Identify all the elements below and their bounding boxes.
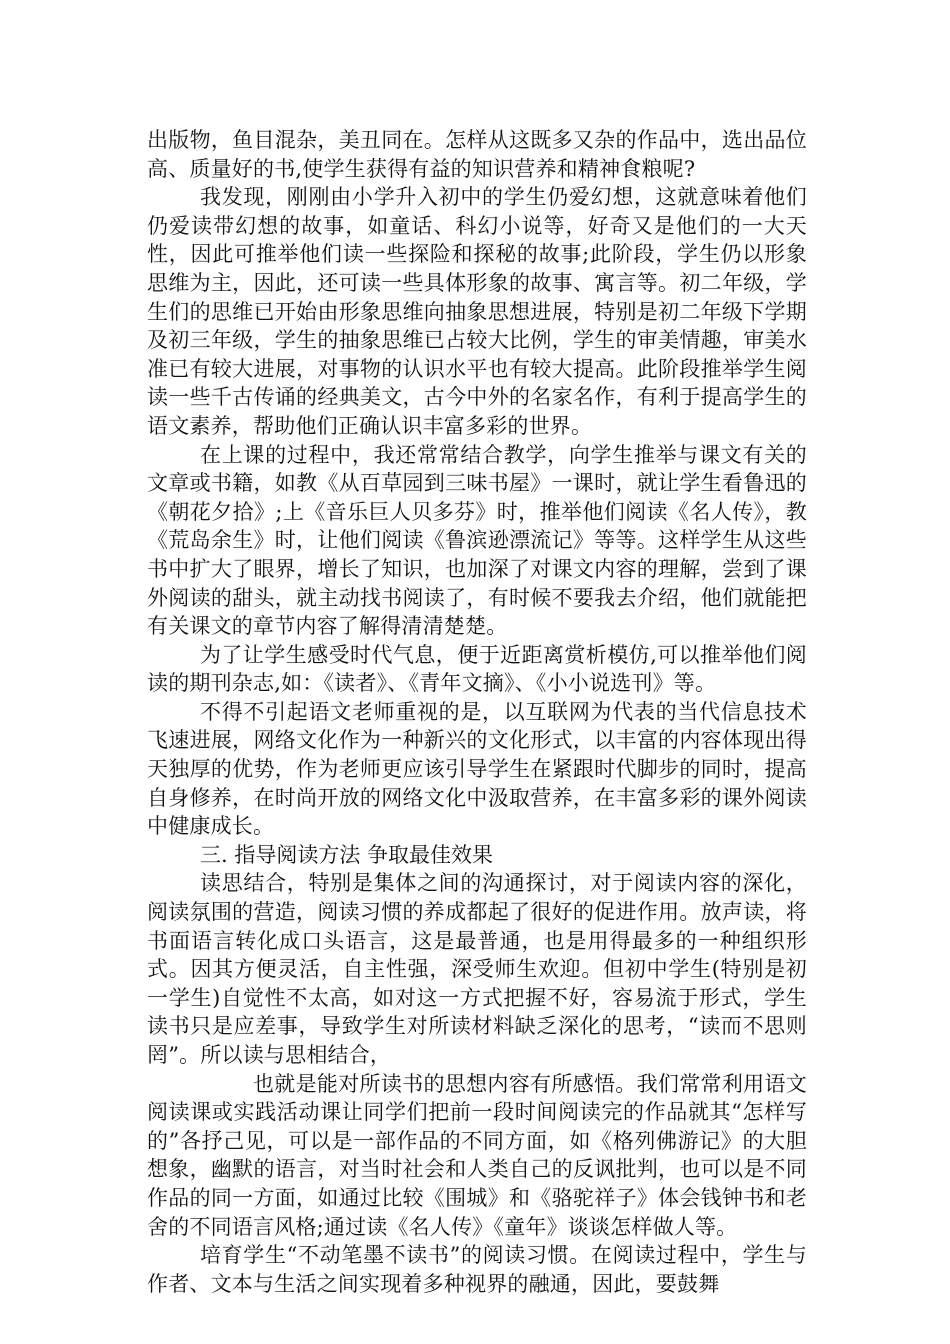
paragraph-intro: 出版物，鱼目混杂，美丑同在。怎样从这既多又杂的作品中，选出品位高、质量好的书,使学生获得有益的知识营养和精神食粮呢? [147,128,807,181]
section-heading-reading-method: 三. 指导阅读方法 争取最佳效果 [200,842,494,867]
document-body [147,126,807,1298]
paragraph-classroom-recommendation: 在上课的过程中，我还常常结合教学，向学生推举与课文有关的文章或书籍，如教《从百草园到三味书屋》一课时，就让学生看鲁迅的《朝花夕拾》;上《音乐巨人贝多芬》时，推举他们阅读《名人传》，教《荒岛余生》时，让他们阅读《鲁滨逊漂流记》等等。这样学生从这些书中扩大了眼界，增长了知识，也加深了对课文内容的理解，尝到了课外阅读的甜头，就主动找书阅读了，有时候不要我去介绍，他们就能把有关课文的章节内容了解得清清楚楚。 [147,442,807,639]
paragraph-reflection: 也就是能对所读书的思想内容有所感悟。我们常常利用语文阅读课或实践活动课让同学们把前一段时间阅读完的作品就其“怎样写的”各抒己见，可以是一部作品的不同方面，如《格列佛游记》的大胆想象，幽默的语言，对当时社会和人类自己的反讽批判，也可以是不同作品的同一方面，如通过比较《围城》和《骆驼祥子》体会钱钟书和老舍的不同语言风格;通过读《名人传》《童年》谈谈怎样做人等。 [147,1071,807,1239]
paragraph-internet-culture: 不得不引起语文老师重视的是，以互联网为代表的当代信息技术飞速进展，网络文化作为一种新兴的文化形式，以丰富的内容体现出得天独厚的优势，作为老师更应该引导学生在紧跟时代脚步的同时，提高自身修养，在时尚开放的网络文化中汲取营养，在丰富多彩的课外阅读中健康成长。 [147,699,807,839]
paragraph-read-and-think: 读思结合，特别是集体之间的沟通探讨，对于阅读内容的深化，阅读氛围的营造，阅读习惯的养成都起了很好的促进作用。放声读，将书面语言转化成口头语言，这是最普通，也是用得最多的一种组织形式。因其方便灵活，自主性强，深受师生欢迎。但初中学生(特别是初一学生)自觉性不太高，如对这一方式把握不好，容易流于形式，学生读书只是应差事，导致学生对所读材料缺乏深化的思考，“读而不思则罔”。所以读与思相结合， [147,871,807,1067]
paragraph-writing-habit: 培育学生“不动笔墨不读书”的阅读习惯。在阅读过程中，学生与作者、文本与生活之间实现着多种视界的融通，因此，要鼓舞 [147,1243,807,1296]
paragraph-periodicals: 为了让学生感受时代气息，便于近距离赏析模仿,可以推举他们阅读的期刊杂志,如：《读者》、《青年文摘》、《小小说选刊》等。 [147,642,807,696]
paragraph-fantasy-reading: 我发现，刚刚由小学升入初中的学生仍爱幻想，这就意味着他们仍爱读带幻想的故事，如童话、科幻小说等，好奇又是他们的一大天性，因此可推举他们读一些探险和探秘的故事;此阶段，学生仍以形象思维为主，因此，还可读一些具体形象的故事、寓言等。初二年级，学生们的思维已开始由形象思维向抽象思想进展，特别是初二年级下学期及初三年级，学生的抽象思维已占较大比例，学生的审美情趣，审美水准已有较大进展，对事物的认识水平也有较大提高。此阶段推举学生阅读一些千古传诵的经典美文，古今中外的名家名作，有利于提高学生的语文素养，帮助他们正确认识丰富多彩的世界。 [147,185,807,438]
